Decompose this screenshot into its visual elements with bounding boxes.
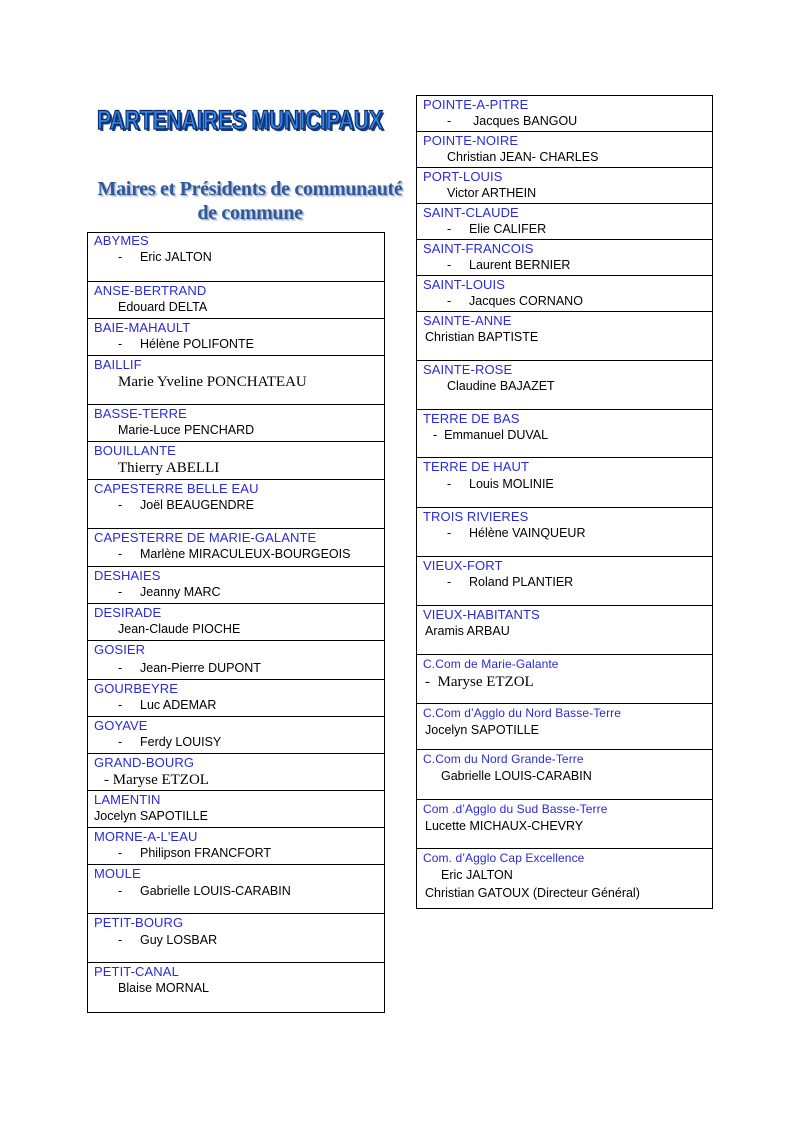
mayor-name: Aramis ARBAU — [425, 624, 510, 638]
commune-name: SAINT-LOUIS — [423, 277, 506, 292]
commune-row — [417, 410, 712, 458]
president-name: - Maryse ETZOL — [425, 674, 534, 690]
mayor-name: - Emmanuel DUVAL — [433, 428, 549, 442]
commune-row — [417, 361, 712, 410]
commune-row — [88, 233, 384, 282]
title-text: PARTENAIRES MUNICIPAUX — [97, 105, 383, 135]
mayor-name: - Jacques CORNANO — [447, 294, 583, 308]
president-name: Eric JALTON — [441, 868, 513, 882]
mayor-name: - Jeanny MARC — [118, 585, 221, 599]
title-banner — [92, 96, 392, 144]
mayor-name: - Louis MOLINIE — [447, 477, 554, 491]
commune-name: BAIE-MAHAULT — [94, 320, 191, 335]
mayor-name: Victor ARTHEIN — [447, 186, 537, 200]
mayor-name: - Hélène POLIFONTE — [118, 337, 254, 351]
commune-row — [417, 557, 712, 606]
commune-row — [88, 319, 384, 356]
commune-row — [88, 963, 384, 1012]
commune-row — [88, 405, 384, 442]
commune-name: VIEUX-FORT — [423, 558, 503, 573]
right-table — [416, 95, 713, 909]
commune-row — [417, 240, 712, 276]
commune-name: CAPESTERRE BELLE EAU — [94, 481, 259, 496]
commune-name: BAILLIF — [94, 357, 142, 372]
commune-name: SAINT-CLAUDE — [423, 205, 519, 220]
subtitle-line-2: de commune — [197, 202, 303, 224]
commune-row — [417, 204, 712, 240]
mayor-name: Christian JEAN- CHARLES — [447, 150, 599, 164]
commune-name: SAINT-FRANCOIS — [423, 241, 534, 256]
commune-row — [417, 800, 712, 849]
commune-name: TERRE DE HAUT — [423, 459, 530, 474]
commune-name: DESIRADE — [94, 605, 162, 620]
commune-row — [88, 641, 384, 680]
community-name: C.Com de Marie-Galante — [423, 657, 559, 671]
mayor-name: - Maryse ETZOL — [104, 772, 209, 788]
community-name: Com. d’Agglo Cap Excellence — [423, 851, 585, 865]
commune-row — [88, 529, 384, 567]
commune-name: GRAND-BOURG — [94, 755, 195, 770]
commune-name: POINTE-NOIRE — [423, 133, 519, 148]
community-name: C.Com d’Agglo du Nord Basse-Terre — [423, 706, 622, 720]
commune-name: VIEUX-HABITANTS — [423, 607, 540, 622]
commune-row — [88, 754, 384, 791]
commune-row — [88, 717, 384, 754]
commune-name: PETIT-BOURG — [94, 915, 184, 930]
commune-row — [88, 680, 384, 717]
commune-name: DESHAIES — [94, 568, 161, 583]
commune-row — [88, 828, 384, 865]
mayor-name: Edouard DELTA — [118, 300, 208, 314]
mayor-name: - Jean-Pierre DUPONT — [118, 661, 261, 675]
title-shadow: PARTENAIRES MUNICIPAUX — [99, 107, 385, 137]
commune-name: MORNE-A-L'EAU — [94, 829, 198, 844]
mayor-name: Claudine BAJAZET — [447, 379, 555, 393]
subtitle — [88, 177, 412, 225]
mayor-name: - Gabrielle LOUIS-CARABIN — [118, 884, 291, 898]
commune-row — [88, 914, 384, 963]
mayor-name: - Roland PLANTIER — [447, 575, 574, 589]
mayor-name: - Jacques BANGOU — [447, 114, 578, 128]
commune-row — [417, 458, 712, 508]
title-wordart — [92, 96, 392, 144]
president-name: Lucette MICHAUX-CHEVRY — [425, 819, 584, 833]
mayor-name: - Marlène MIRACULEUX-BOURGEOIS — [118, 547, 351, 561]
mayor-name: - Joël BEAUGENDRE — [118, 498, 254, 512]
commune-name: PETIT-CANAL — [94, 964, 179, 979]
mayor-name: - Eric JALTON — [118, 250, 212, 264]
commune-name: GOYAVE — [94, 718, 148, 733]
mayor-name: - Hélène VAINQUEUR — [447, 526, 586, 540]
mayor-name: - Luc ADEMAR — [118, 698, 217, 712]
mayor-name: Marie-Luce PENCHARD — [118, 423, 255, 437]
commune-name: PORT-LOUIS — [423, 169, 503, 184]
mayor-name: Jean-Claude PIOCHE — [118, 622, 241, 636]
community-name: Com .d’Agglo du Sud Basse-Terre — [423, 802, 608, 816]
mayor-name: Marie Yveline PONCHATEAU — [118, 374, 307, 390]
commune-row — [417, 655, 712, 704]
commune-row — [88, 791, 384, 828]
mayor-name: - Philipson FRANCFORT — [118, 846, 272, 860]
commune-row — [417, 276, 712, 312]
commune-name: CAPESTERRE DE MARIE-GALANTE — [94, 530, 317, 545]
mayor-name: Thierry ABELLI — [118, 460, 220, 476]
mayor-name: - Ferdy LOUISY — [118, 735, 222, 749]
president-name: Jocelyn SAPOTILLE — [425, 723, 539, 737]
commune-row — [417, 849, 712, 908]
commune-name: SAINTE-ANNE — [423, 313, 512, 328]
left-table — [87, 232, 385, 1013]
commune-name: TERRE DE BAS — [423, 411, 520, 426]
subtitle-line-1: Maires et Présidents de communauté — [97, 178, 403, 200]
commune-name: ANSE-BERTRAND — [94, 283, 207, 298]
commune-row — [88, 282, 384, 319]
commune-row — [88, 442, 384, 480]
commune-name: BOUILLANTE — [94, 443, 176, 458]
commune-row — [88, 865, 384, 914]
mayor-name: Jocelyn SAPOTILLE — [94, 809, 208, 823]
commune-name: ABYMES — [94, 233, 149, 248]
commune-row — [88, 480, 384, 529]
commune-name: GOSIER — [94, 642, 146, 657]
commune-row — [417, 96, 712, 132]
commune-name: LAMENTIN — [94, 792, 161, 807]
commune-name: TROIS RIVIERES — [423, 509, 529, 524]
commune-row — [417, 704, 712, 750]
commune-row — [417, 168, 712, 204]
commune-row — [88, 567, 384, 604]
commune-row — [417, 132, 712, 168]
commune-row — [88, 356, 384, 405]
mayor-name: Blaise MORNAL — [118, 981, 209, 995]
mayor-name: - Guy LOSBAR — [118, 933, 218, 947]
director-name: Christian GATOUX (Directeur Général) — [425, 886, 640, 900]
commune-name: MOULE — [94, 866, 141, 881]
commune-row — [417, 312, 712, 361]
commune-name: GOURBEYRE — [94, 681, 178, 696]
mayor-name: - Laurent BERNIER — [447, 258, 571, 272]
commune-row — [417, 508, 712, 557]
mayor-name: Christian BAPTISTE — [425, 330, 539, 344]
president-name: Gabrielle LOUIS-CARABIN — [441, 769, 592, 783]
commune-name: SAINTE-ROSE — [423, 362, 513, 377]
commune-name: BASSE-TERRE — [94, 406, 187, 421]
mayor-name: - Elie CALIFER — [447, 222, 547, 236]
commune-row — [88, 604, 384, 641]
commune-row — [417, 750, 712, 800]
community-name: C.Com du Nord Grande-Terre — [423, 752, 584, 766]
commune-row — [417, 606, 712, 655]
commune-name: POINTE-A-PITRE — [423, 97, 529, 112]
